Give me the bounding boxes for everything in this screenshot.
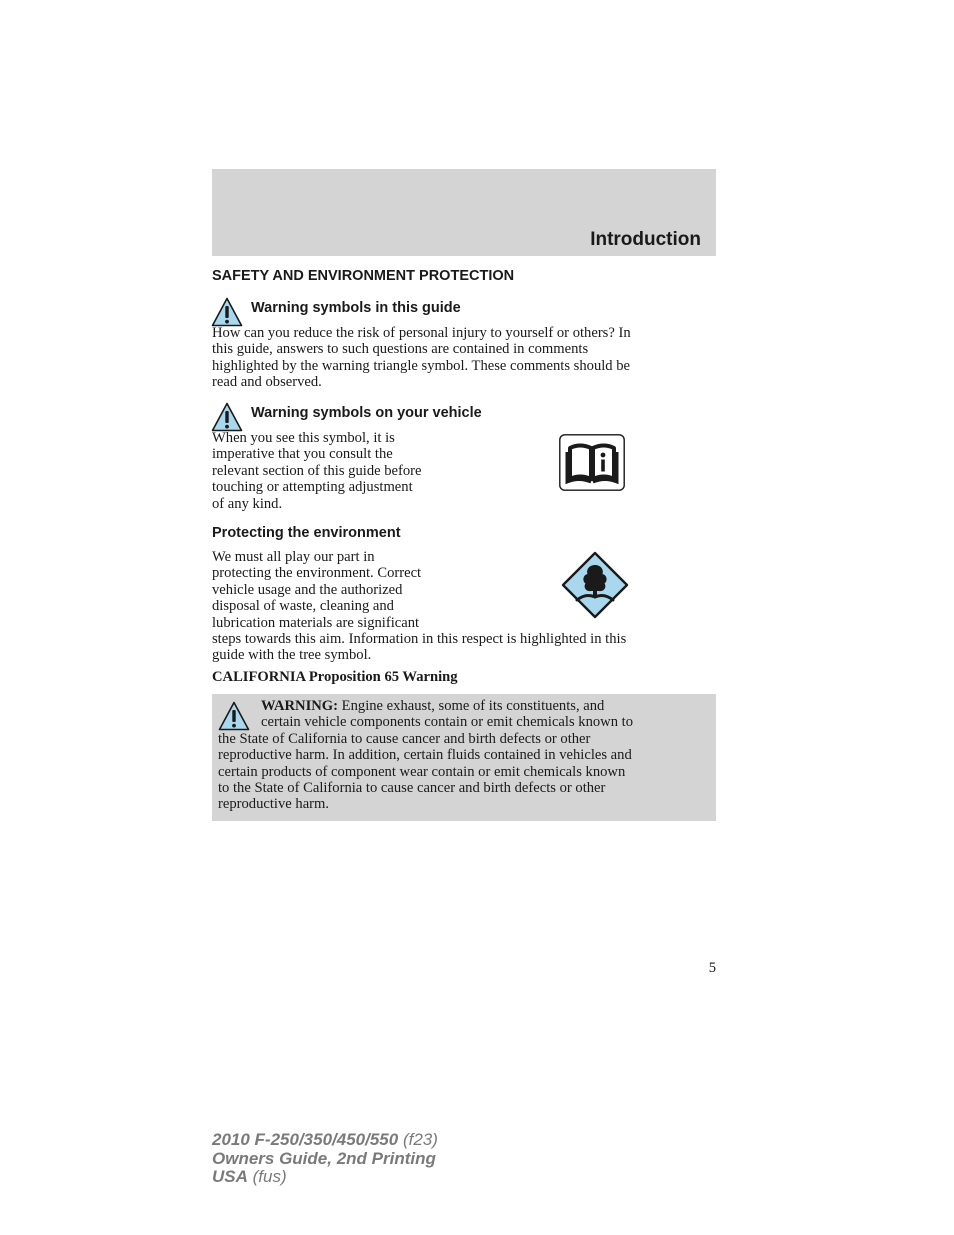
text-line: touching or attempting adjustment [212,479,413,496]
footer-line-region [212,1168,438,1187]
footer-line-model [212,1131,438,1150]
footer-line-guide: Owners Guide, 2nd Printing [212,1148,436,1168]
text-line: the State of California to cause cancer and birth defects or other [218,730,591,747]
text-line: relevant section of this guide before [212,462,422,479]
text-line: vehicle usage and the authorized [212,581,403,598]
text-line: certain vehicle components contain or emit chemicals known to [261,714,634,731]
page-section-title: Introduction [590,229,701,250]
guide-symbols-heading: Warning symbols in this guide [251,300,461,316]
warning-body [218,731,632,813]
warning-triangle-icon [211,402,243,432]
text-line: guide with the tree symbol. [212,647,372,664]
text-line: certain products of component wear contain or emit chemicals known [218,763,626,780]
vehicle-symbols-paragraph [212,430,422,512]
warning-first-line [261,698,604,714]
text-line: reproductive harm. [218,796,330,813]
california-heading: CALIFORNIA Proposition 65 Warning [212,669,458,685]
text-line: disposal of waste, cleaning and [212,598,394,615]
warning-triangle-icon [211,297,243,327]
page-number: 5 [708,960,716,976]
vehicle-symbols-heading: Warning symbols on your vehicle [251,405,482,421]
footer-region: USA [212,1167,248,1186]
header-band [212,169,716,256]
environment-heading: Protecting the environment [212,525,401,541]
text-line: How can you reduce the risk of personal injury to yourself or others? In [212,325,631,341]
text-line: protecting the environment. Correct [212,565,422,582]
text-line: When you see this symbol, it is [212,430,395,446]
footer-imprint [212,1131,438,1187]
footer-region-code: (fus) [247,1167,287,1186]
text-line: of any kind. [212,495,283,512]
text-line: lubrication materials are significant [212,614,420,631]
warning-label: WARNING: [261,698,339,714]
guide-symbols-paragraph [212,325,631,391]
section-title: SAFETY AND ENVIRONMENT PROTECTION [212,268,515,284]
owners-manual-icon [559,434,625,491]
text-line: We must all play our part in [212,549,375,565]
footer-model-code: (f23) [398,1130,438,1149]
warning-first-line-text: Engine exhaust, some of its constituents, and [338,698,605,714]
footer-model: 2010 F-250/350/450/550 [212,1130,399,1149]
text-line: read and observed. [212,374,322,391]
text-line: steps towards this aim. Information in this respect is highlighted in this [212,631,627,648]
text-line: highlighted by the warning triangle symbol. These comments should be [212,357,631,374]
text-line: imperative that you consult the [212,446,393,463]
warning-box [212,694,716,821]
text-line: reproductive harm. In addition, certain fluids contained in vehicles and [218,747,632,764]
text-line: to the State of California to cause cancer and birth defects or other [218,780,606,797]
warning-triangle-icon [218,701,250,731]
text-line: this guide, answers to such questions are contained in comments [212,341,589,358]
tree-symbol-icon [561,551,629,619]
